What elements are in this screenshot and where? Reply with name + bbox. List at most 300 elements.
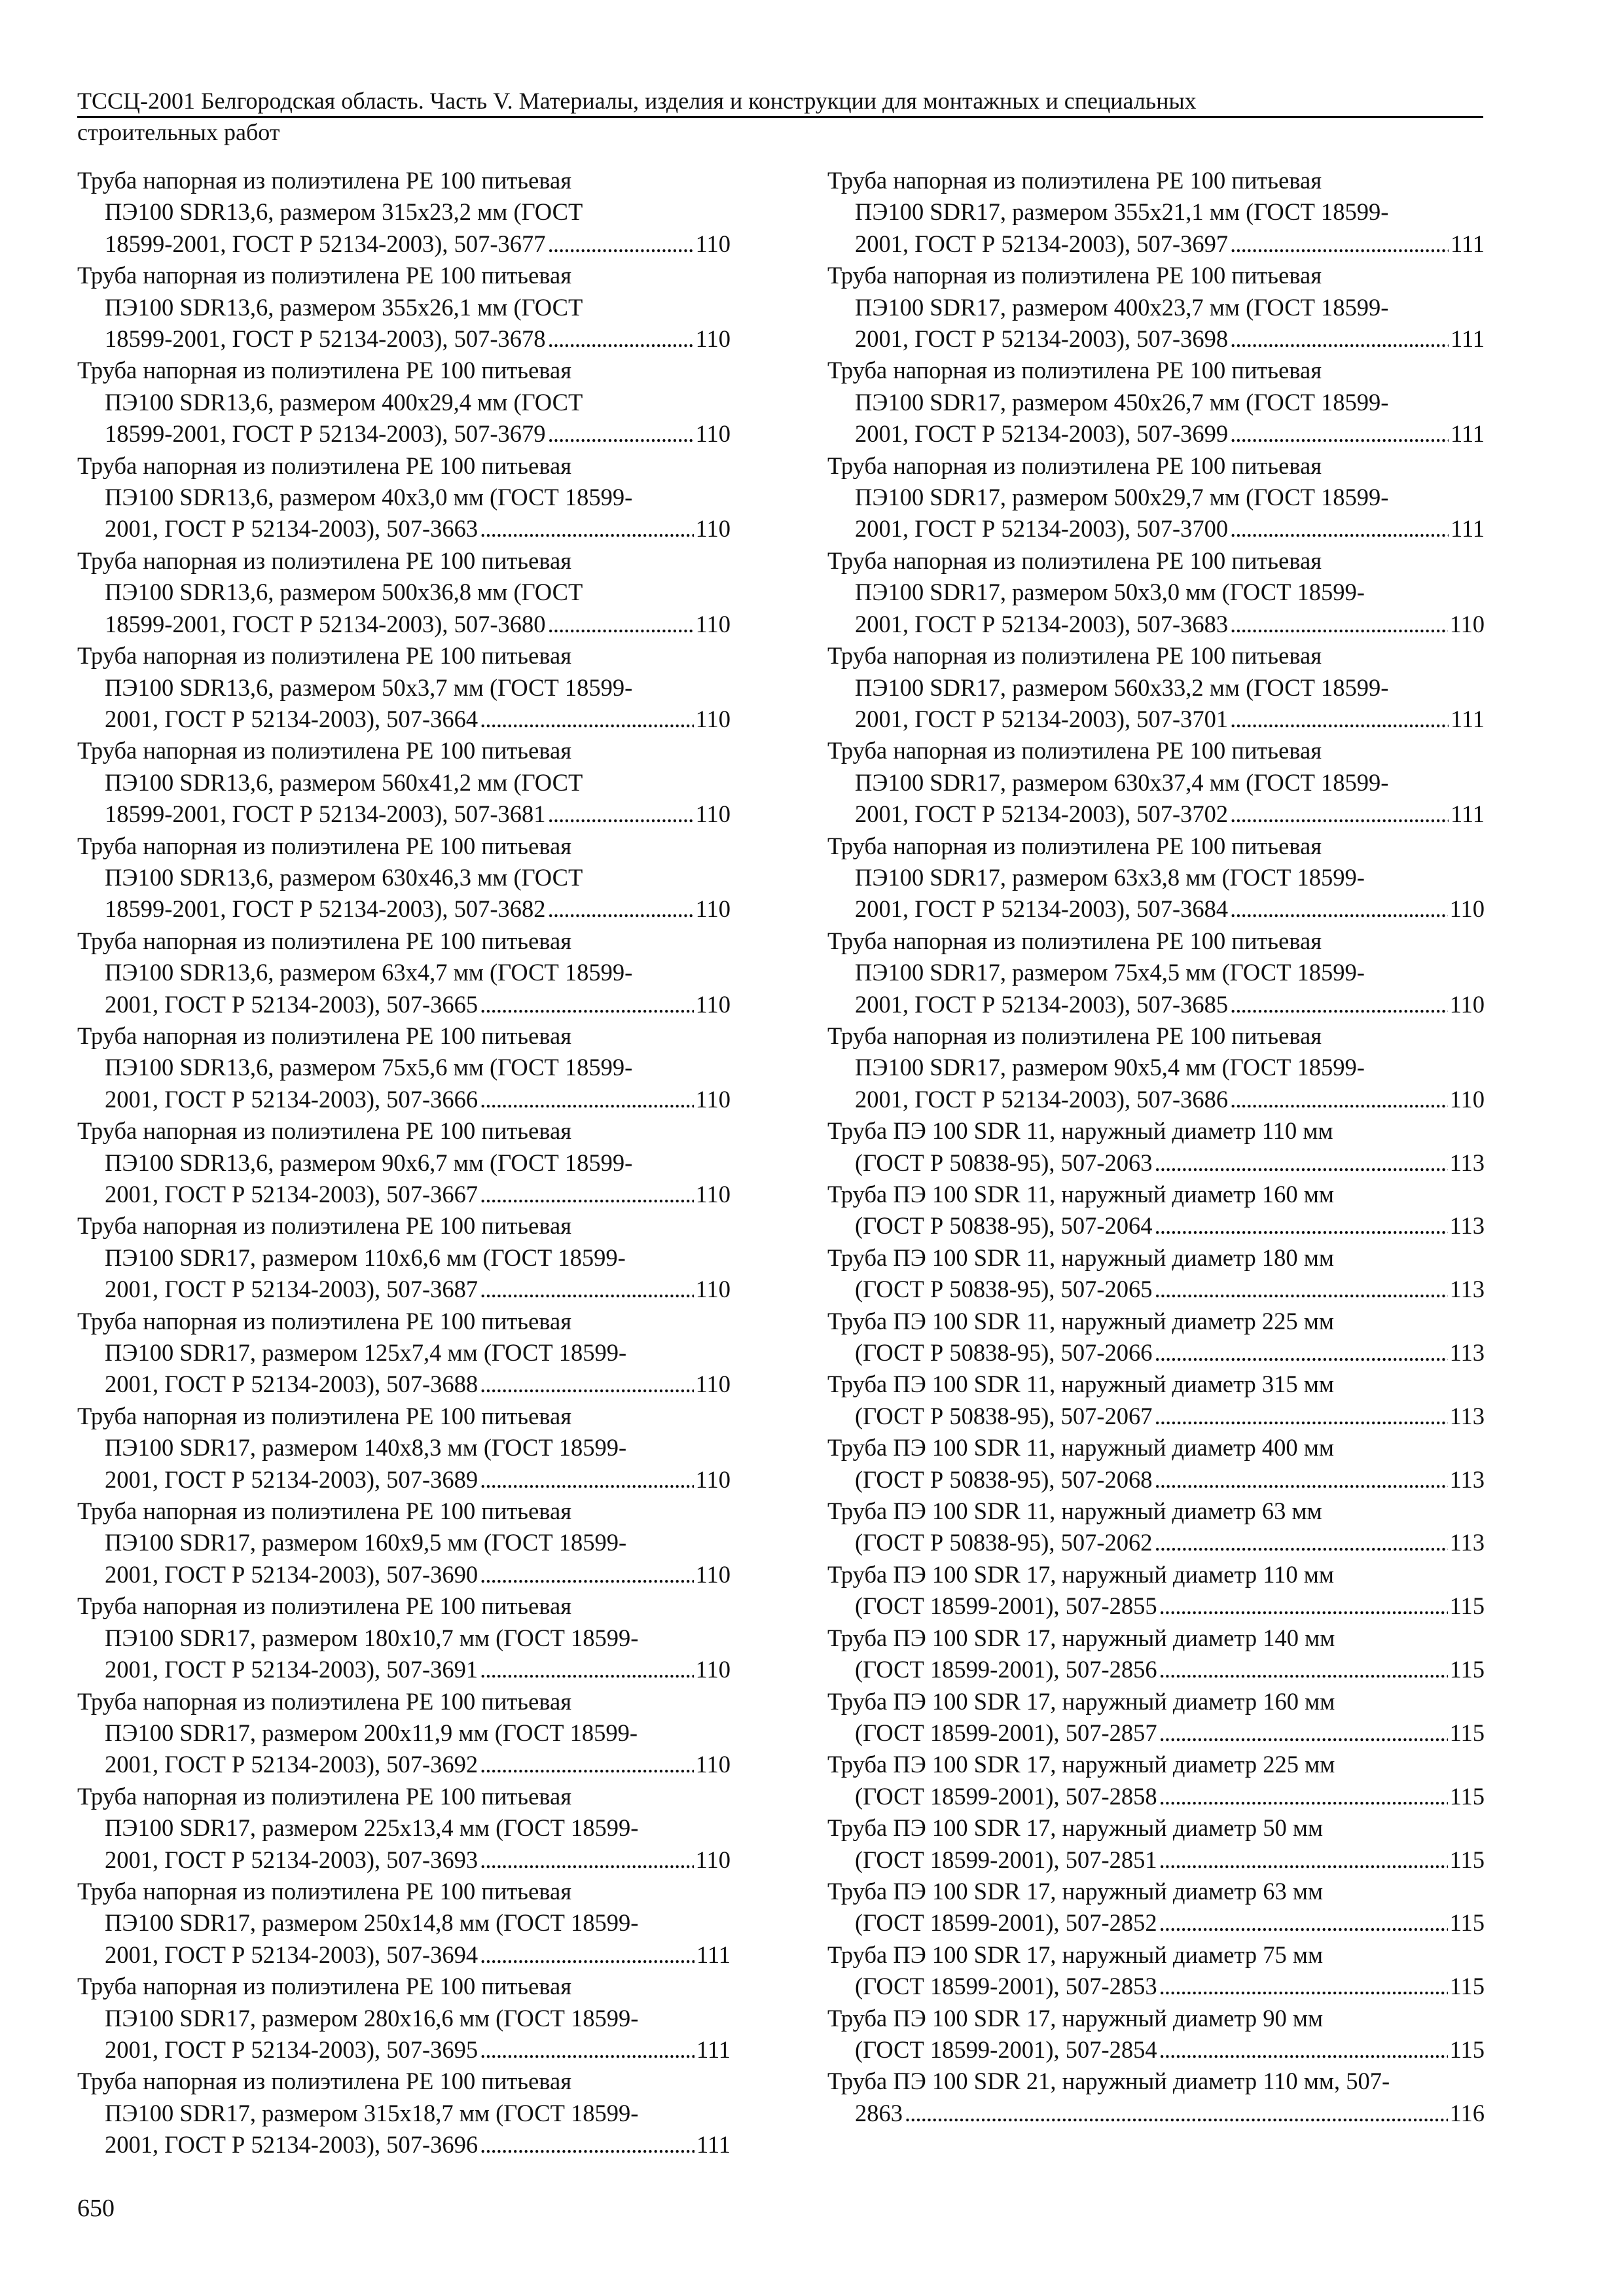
dot-leader (1159, 1654, 1448, 1685)
header-rule (77, 116, 1483, 118)
dot-leader (548, 893, 694, 925)
index-entry-last-line (77, 1749, 731, 1780)
index-entry-line: (ГОСТ Р 50838-95), 507-2068 (855, 1465, 1153, 1493)
index-entry (827, 1306, 1485, 1369)
index-entry-line: Труба напорная из полиэтилена PE 100 питьевая (77, 452, 572, 479)
index-entry-line: Труба ПЭ 100 SDR 11, наружный диаметр 110 мм (827, 1117, 1333, 1145)
index-entry (827, 1115, 1485, 1179)
dot-leader (480, 1274, 693, 1305)
dot-leader (480, 989, 693, 1020)
index-entry-page: 115 (1449, 2036, 1485, 2063)
index-entry (77, 1971, 731, 2066)
index-entry-last-line (77, 1844, 731, 1876)
index-entry-page: 110 (1449, 895, 1485, 923)
index-entry-last-line (77, 1179, 731, 1210)
index-entry-last-line (827, 1274, 1485, 1305)
dot-leader (480, 1939, 695, 1971)
index-entry-last-line (827, 1971, 1485, 2002)
dot-leader (1230, 989, 1447, 1020)
index-entry-page: 110 (695, 705, 731, 732)
index-entry-line: ПЭ100 SDR17, размером 200х11,9 мм (ГОСТ 18599- (105, 1719, 638, 1746)
index-entry-line: ПЭ100 SDR17, размером 160х9,5 мм (ГОСТ 18599- (105, 1529, 627, 1556)
index-entry-last-line (77, 1274, 731, 1305)
index-entry-line: ПЭ100 SDR13,6, размером 560х41,2 мм (ГОСТ (105, 768, 583, 796)
index-entry-line: ПЭ100 SDR13,6, размером 75х5,6 мм (ГОСТ 18599- (105, 1054, 633, 1081)
dot-leader (1230, 323, 1449, 355)
index-entry-line: Труба напорная из полиэтилена PE 100 питьевая (77, 927, 572, 954)
index-entry-line: 2001, ГОСТ Р 52134-2003), 507-3685 (855, 990, 1229, 1018)
index-entry-line: Труба ПЭ 100 SDR 11, наружный диаметр 160 мм (827, 1181, 1334, 1208)
index-entry-line: Труба напорная из полиэтилена PE 100 питьевая (77, 1117, 572, 1145)
index-entry-line: Труба ПЭ 100 SDR 21, наружный диаметр 110 мм, 507- (827, 2068, 1390, 2095)
index-entry-line: ПЭ100 SDR13,6, размером 355х26,1 мм (ГОСТ (105, 293, 583, 321)
dot-leader (1230, 513, 1449, 545)
dot-leader (480, 1464, 693, 1496)
index-entry-last-line (827, 1464, 1485, 1496)
index-entry-line: Труба напорная из полиэтилена PE 100 питьевая (827, 357, 1322, 384)
index-entry-page: 110 (695, 1181, 731, 1208)
index-entry-line: Труба напорная из полиэтилена PE 100 питьевая (77, 167, 572, 194)
index-entry-last-line (827, 1590, 1485, 1622)
index-entry-line: (ГОСТ 18599-2001), 507-2852 (855, 1909, 1157, 1937)
dot-leader (548, 323, 694, 355)
index-entry-line: ПЭ100 SDR17, размером 630х37,4 мм (ГОСТ 18599- (855, 768, 1389, 796)
index-entry-page: 110 (695, 1276, 731, 1303)
index-entry (77, 735, 731, 830)
index-entry-line: (ГОСТ 18599-2001), 507-2856 (855, 1656, 1157, 1683)
index-entry-last-line (77, 1559, 731, 1590)
dot-leader (1159, 1907, 1448, 1939)
index-entry-line: 2001, ГОСТ Р 52134-2003), 507-3698 (855, 325, 1229, 353)
index-entry-last-line (77, 2034, 731, 2066)
index-entry-last-line (827, 1401, 1485, 1432)
index-entry (827, 1242, 1485, 1306)
dot-leader (1155, 1527, 1448, 1558)
running-header-line-2: строительных работ (77, 119, 280, 145)
index-entry-page: 115 (1449, 1846, 1485, 1873)
index-entry-line: Труба ПЭ 100 SDR 11, наружный диаметр 315 мм (827, 1371, 1334, 1398)
dot-leader (480, 704, 693, 735)
index-entry-last-line (77, 513, 731, 545)
dot-leader (548, 609, 694, 640)
index-entry-last-line (827, 893, 1485, 925)
index-entry-line: Труба напорная из полиэтилена PE 100 питьевая (77, 1782, 572, 1810)
index-entry-last-line (77, 1369, 731, 1400)
index-entry-last-line (827, 1337, 1485, 1369)
index-entry-line: ПЭ100 SDR17, размером 50х3,0 мм (ГОСТ 18599- (855, 579, 1365, 606)
index-entry-line: 2001, ГОСТ Р 52134-2003), 507-3663 (105, 515, 478, 543)
index-entry-line: Труба напорная из полиэтилена PE 100 питьевая (827, 547, 1322, 574)
index-entry-line: Труба напорная из полиэтилена PE 100 питьевая (827, 1022, 1322, 1049)
index-entry-line: Труба ПЭ 100 SDR 11, наружный диаметр 63 мм (827, 1498, 1322, 1525)
index-entry (827, 1812, 1485, 1876)
index-entry-line: Труба напорная из полиэтилена PE 100 питьевая (77, 1687, 572, 1715)
index-entry-last-line (77, 1464, 731, 1496)
index-entry-line: Труба напорная из полиэтилена PE 100 питьевая (77, 1973, 572, 2000)
index-entry-line: Труба ПЭ 100 SDR 17, наружный диаметр 63 мм (827, 1877, 1324, 1905)
index-entry-line: 2001, ГОСТ Р 52134-2003), 507-3687 (105, 1276, 478, 1303)
index-entry-last-line (77, 609, 731, 640)
index-entry-line: Труба напорная из полиэтилена PE 100 питьевая (827, 832, 1322, 859)
index-entry-last-line (827, 989, 1485, 1020)
index-entry (77, 831, 731, 925)
index-entry-line: Труба напорная из полиэтилена PE 100 питьевая (77, 1212, 572, 1240)
index-entry (77, 355, 731, 450)
index-entry-line: Труба ПЭ 100 SDR 17, наружный диаметр 110 мм (827, 1560, 1334, 1588)
index-entry-line: 2001, ГОСТ Р 52134-2003), 507-3699 (855, 420, 1229, 448)
index-entry-last-line (827, 2098, 1485, 2129)
index-entry-page: 115 (1449, 1719, 1485, 1746)
index-entry-page: 110 (695, 1751, 731, 1778)
index-entry (827, 260, 1485, 355)
index-entry-page: 110 (695, 895, 731, 923)
index-entry (827, 925, 1485, 1020)
index-entry-last-line (827, 513, 1485, 545)
index-entry-line: (ГОСТ 18599-2001), 507-2855 (855, 1592, 1157, 1620)
index-entry-line: Труба ПЭ 100 SDR 11, наружный диаметр 400 мм (827, 1434, 1334, 1462)
dot-leader (1159, 1590, 1448, 1622)
index-entry (827, 1432, 1485, 1496)
index-entry-line: ПЭ100 SDR17, размером 250х14,8 мм (ГОСТ 18599- (105, 1909, 639, 1937)
index-entry-page: 113 (1449, 1465, 1485, 1493)
index-entry-page: 110 (1449, 1085, 1485, 1113)
index-entry-line: Труба напорная из полиэтилена PE 100 питьевая (77, 357, 572, 384)
index-entry-line: 2001, ГОСТ Р 52134-2003), 507-3666 (105, 1085, 478, 1113)
index-entry-line: ПЭ100 SDR13,6, размером 50х3,7 мм (ГОСТ 18599- (105, 673, 633, 701)
index-entry-line: 2001, ГОСТ Р 52134-2003), 507-3701 (855, 705, 1229, 732)
index-entry-line: ПЭ100 SDR13,6, размером 400х29,4 мм (ГОСТ (105, 388, 583, 416)
index-entry (827, 1623, 1485, 1686)
index-entry-page: 113 (1449, 1402, 1485, 1429)
index-entry-page: 115 (1449, 1782, 1485, 1810)
index-entry-last-line (827, 1147, 1485, 1179)
index-entry-line: ПЭ100 SDR17, размером 450х26,7 мм (ГОСТ 18599- (855, 388, 1389, 416)
index-entry-last-line (77, 704, 731, 735)
index-entry (827, 1020, 1485, 1115)
index-entry (827, 165, 1485, 260)
dot-leader (1159, 2034, 1448, 2066)
dot-leader (480, 2129, 695, 2161)
index-entry-line: Труба напорная из полиэтилена PE 100 питьевая (77, 2068, 572, 2095)
index-entry-line: 2001, ГОСТ Р 52134-2003), 507-3696 (105, 2131, 478, 2159)
index-entry-line: ПЭ100 SDR13,6, размером 40х3,0 мм (ГОСТ 18599- (105, 484, 633, 511)
index-entry (827, 640, 1485, 735)
index-entry-line: ПЭ100 SDR17, размером 315х18,7 мм (ГОСТ 18599- (105, 2099, 639, 2126)
index-entry-page: 111 (1450, 800, 1485, 828)
index-entry (827, 1496, 1485, 1559)
dot-leader (480, 1084, 693, 1115)
index-entry-line: (ГОСТ Р 50838-95), 507-2064 (855, 1212, 1153, 1240)
index-entry-last-line (827, 323, 1485, 355)
index-entry (77, 260, 731, 355)
dot-leader (480, 2034, 695, 2066)
index-entry-line: ПЭ100 SDR17, размером 400х23,7 мм (ГОСТ 18599- (855, 293, 1389, 321)
index-entry-last-line (827, 1717, 1485, 1749)
index-entry-line: (ГОСТ 18599-2001), 507-2851 (855, 1846, 1157, 1873)
index-entry-line: 2001, ГОСТ Р 52134-2003), 507-3664 (105, 705, 478, 732)
index-entry-last-line (827, 609, 1485, 640)
index-column-left (77, 165, 731, 2161)
index-entry-page: 110 (695, 1656, 731, 1683)
index-entry-page: 111 (1450, 705, 1485, 732)
dot-leader (480, 1369, 693, 1400)
index-entry-line: ПЭ100 SDR17, размером 140х8,3 мм (ГОСТ 18599- (105, 1434, 627, 1462)
index-entry (827, 1876, 1485, 1939)
index-entry (827, 735, 1485, 830)
index-entry-last-line (827, 704, 1485, 735)
index-entry (77, 640, 731, 735)
index-entry (77, 545, 731, 640)
index-entry-line: ПЭ100 SDR17, размером 63х3,8 мм (ГОСТ 18599- (855, 863, 1365, 891)
dot-leader (1159, 1971, 1448, 2002)
index-entry (77, 450, 731, 545)
index-entry-line: 2001, ГОСТ Р 52134-2003), 507-3665 (105, 990, 478, 1018)
index-entry-page: 115 (1449, 1909, 1485, 1937)
index-entry-line: (ГОСТ 18599-2001), 507-2853 (855, 1973, 1157, 2000)
index-entry-page: 110 (695, 800, 731, 828)
dot-leader (1230, 798, 1449, 830)
index-entry-line: ПЭ100 SDR17, размером 180х10,7 мм (ГОСТ 18599- (105, 1624, 639, 1651)
index-entry-last-line (827, 418, 1485, 450)
index-entry-line: ПЭ100 SDR13,6, размером 315х23,2 мм (ГОСТ (105, 198, 583, 226)
index-entry-last-line (77, 2129, 731, 2161)
dot-leader (480, 1179, 693, 1210)
dot-leader (1155, 1274, 1448, 1305)
index-entry-page: 110 (695, 1371, 731, 1398)
index-entry-line: 2001, ГОСТ Р 52134-2003), 507-3697 (855, 230, 1229, 257)
index-entry-line: (ГОСТ Р 50838-95), 507-2062 (855, 1529, 1153, 1556)
dot-leader (1230, 893, 1447, 925)
index-entry-page: 111 (1450, 515, 1485, 543)
index-entry-line: 18599-2001, ГОСТ Р 52134-2003), 507-3681 (105, 800, 546, 828)
index-entry-last-line (827, 2034, 1485, 2066)
index-entry-line: 2001, ГОСТ Р 52134-2003), 507-3700 (855, 515, 1229, 543)
dot-leader (1230, 228, 1449, 260)
index-entry-line: 18599-2001, ГОСТ Р 52134-2003), 507-3680 (105, 610, 546, 637)
index-entry-last-line (827, 1844, 1485, 1876)
index-entry-line: ПЭ100 SDR17, размером 225х13,4 мм (ГОСТ 18599- (105, 1814, 639, 1842)
index-entry-line: 2001, ГОСТ Р 52134-2003), 507-3695 (105, 2036, 478, 2063)
index-entry-line: Труба напорная из полиэтилена PE 100 питьевая (77, 1402, 572, 1429)
index-entry (827, 1559, 1485, 1623)
index-entry-line: ПЭ100 SDR17, размером 110х6,6 мм (ГОСТ 18599- (105, 1244, 626, 1271)
index-entry-line: 2001, ГОСТ Р 52134-2003), 507-3692 (105, 1751, 478, 1778)
index-entry-line: ПЭ100 SDR17, размером 560х33,2 мм (ГОСТ 18599- (855, 673, 1389, 701)
index-entry-last-line (827, 1210, 1485, 1242)
index-entry (77, 1590, 731, 1685)
index-entry-line: Труба ПЭ 100 SDR 17, наружный диаметр 90 мм (827, 2004, 1324, 2032)
index-entry (77, 1306, 731, 1401)
index-entry-page: 110 (695, 515, 731, 543)
index-entry-page: 110 (695, 990, 731, 1018)
index-entry-page: 113 (1449, 1276, 1485, 1303)
index-entry-last-line (827, 228, 1485, 260)
index-entry-page: 111 (696, 2131, 731, 2159)
index-entry-page: 111 (1450, 420, 1485, 448)
dot-leader (1155, 1401, 1448, 1432)
index-entry-line: Труба ПЭ 100 SDR 17, наружный диаметр 75 мм (827, 1941, 1324, 1968)
index-entry (77, 1115, 731, 1210)
index-entry-line: ПЭ100 SDR17, размером 125х7,4 мм (ГОСТ 18599- (105, 1339, 627, 1367)
index-entry (77, 1686, 731, 1781)
index-entry-line: ПЭ100 SDR17, размером 355х21,1 мм (ГОСТ 18599- (855, 198, 1389, 226)
index-entry-page: 111 (1450, 230, 1485, 257)
dot-leader (1155, 1464, 1448, 1496)
dot-leader (1155, 1210, 1448, 1242)
index-entry-line: (ГОСТ 18599-2001), 507-2854 (855, 2036, 1157, 2063)
index-entry-line: ПЭ100 SDR13,6, размером 500х36,8 мм (ГОСТ (105, 579, 583, 606)
index-entry (77, 1401, 731, 1496)
index-entry-page: 110 (695, 1085, 731, 1113)
index-entry-page: 113 (1449, 1149, 1485, 1176)
index-entry-line: ПЭ100 SDR17, размером 500х29,7 мм (ГОСТ 18599- (855, 484, 1389, 511)
index-entry-page: 111 (696, 1941, 731, 1968)
index-entry-last-line (827, 1781, 1485, 1812)
page-number: 650 (77, 2195, 115, 2222)
index-entry-line: ПЭ100 SDR13,6, размером 90х6,7 мм (ГОСТ 18599- (105, 1149, 633, 1176)
index-entry-page: 110 (695, 1846, 731, 1873)
dot-leader (480, 513, 693, 545)
index-entry-line: Труба напорная из полиэтилена PE 100 питьевая (827, 452, 1322, 479)
dot-leader (480, 1654, 693, 1685)
index-entry-page: 111 (696, 2036, 731, 2063)
index-entry-page: 116 (1449, 2099, 1485, 2126)
index-entry-line: Труба напорная из полиэтилена PE 100 питьевая (77, 262, 572, 289)
index-entry-last-line (77, 798, 731, 830)
index-entry-line: (ГОСТ Р 50838-95), 507-2065 (855, 1276, 1153, 1303)
index-entry (827, 450, 1485, 545)
index-entry-page: 110 (1449, 610, 1485, 637)
index-entry-line: 2001, ГОСТ Р 52134-2003), 507-3690 (105, 1560, 478, 1588)
index-entry-last-line (77, 1939, 731, 1971)
index-entry-page: 113 (1449, 1529, 1485, 1556)
dot-leader (480, 1844, 693, 1876)
dot-leader (905, 2098, 1448, 2129)
index-entry-page: 113 (1449, 1212, 1485, 1240)
dot-leader (480, 1559, 693, 1590)
index-entry-line: 18599-2001, ГОСТ Р 52134-2003), 507-3679 (105, 420, 546, 448)
index-entry-line: 2001, ГОСТ Р 52134-2003), 507-3688 (105, 1371, 478, 1398)
index-entry-page: 113 (1449, 1339, 1485, 1367)
index-entry-line: 2001, ГОСТ Р 52134-2003), 507-3686 (855, 1085, 1229, 1113)
index-entry-line: Труба ПЭ 100 SDR 11, наружный диаметр 180 мм (827, 1244, 1334, 1271)
index-entry-line: (ГОСТ Р 50838-95), 507-2063 (855, 1149, 1153, 1176)
index-entry-line: Труба напорная из полиэтилена PE 100 питьевая (77, 547, 572, 574)
index-entry-page: 110 (695, 420, 731, 448)
dot-leader (480, 1749, 693, 1780)
index-entry-last-line (77, 989, 731, 1020)
index-entry (77, 165, 731, 260)
running-header-line-1: ТССЦ-2001 Белгородская область. Часть V. Материалы, изделия и конструкции для монтажных и специальных (77, 88, 1197, 114)
dot-leader (548, 418, 694, 450)
index-entry-last-line (827, 1907, 1485, 1939)
index-entry-last-line (77, 418, 731, 450)
index-entry (827, 1179, 1485, 1242)
index-entry-page: 110 (695, 1465, 731, 1493)
index-entry (827, 1369, 1485, 1432)
index-entry-line: 2001, ГОСТ Р 52134-2003), 507-3694 (105, 1941, 478, 1968)
index-entry-last-line (827, 1527, 1485, 1558)
index-entry-line: 2001, ГОСТ Р 52134-2003), 507-3691 (105, 1656, 478, 1683)
dot-leader (1155, 1337, 1448, 1369)
index-entry-last-line (827, 798, 1485, 830)
index-entry-last-line (827, 1084, 1485, 1115)
dot-leader (1230, 609, 1447, 640)
index-entry (77, 1781, 731, 1876)
index-entry-line: 2001, ГОСТ Р 52134-2003), 507-3667 (105, 1181, 478, 1208)
index-entry (77, 2066, 731, 2161)
dot-leader (548, 798, 694, 830)
dot-leader (1159, 1717, 1448, 1749)
index-entry-page: 110 (695, 325, 731, 353)
index-entry-last-line (77, 323, 731, 355)
index-entry-line: (ГОСТ Р 50838-95), 507-2066 (855, 1339, 1153, 1367)
index-entry-line: ПЭ100 SDR13,6, размером 630х46,3 мм (ГОСТ (105, 863, 583, 891)
index-entry (77, 1876, 731, 1971)
index-entry (827, 1686, 1485, 1749)
index-entry-line: 2001, ГОСТ Р 52134-2003), 507-3693 (105, 1846, 478, 1873)
index-entry (827, 2003, 1485, 2066)
index-entry-line: Труба напорная из полиэтилена PE 100 питьевая (77, 832, 572, 859)
index-entry-line: Труба напорная из полиэтилена PE 100 питьевая (827, 927, 1322, 954)
index-entry-line: ПЭ100 SDR17, размером 75х4,5 мм (ГОСТ 18599- (855, 959, 1365, 986)
index-entry (827, 1749, 1485, 1812)
index-entry-line: Труба ПЭ 100 SDR 17, наружный диаметр 140 мм (827, 1624, 1335, 1651)
index-entry-last-line (827, 1654, 1485, 1685)
index-entry (77, 1496, 731, 1590)
index-entry-line: ПЭ100 SDR17, размером 280х16,6 мм (ГОСТ 18599- (105, 2004, 639, 2032)
index-entry-line: Труба ПЭ 100 SDR 17, наружный диаметр 160 мм (827, 1687, 1335, 1715)
index-column-right (827, 165, 1485, 2129)
index-entry-line: Труба напорная из полиэтилена PE 100 питьевая (77, 642, 572, 670)
index-entry-line: 2863 (855, 2099, 903, 2126)
index-entry-line: Труба ПЭ 100 SDR 17, наружный диаметр 225 мм (827, 1751, 1335, 1778)
index-entry-line: Труба напорная из полиэтилена PE 100 питьевая (77, 1022, 572, 1049)
index-entry (827, 1939, 1485, 2003)
index-entry-page: 111 (1450, 325, 1485, 353)
index-entry (77, 1020, 731, 1115)
index-entry-line: (ГОСТ Р 50838-95), 507-2067 (855, 1402, 1153, 1429)
index-entry-line: Труба напорная из полиэтилена PE 100 питьевая (827, 167, 1322, 194)
index-entry-page: 115 (1449, 1973, 1485, 2000)
index-entry-line: Труба напорная из полиэтилена PE 100 питьевая (77, 1498, 572, 1525)
index-entry-line: Труба напорная из полиэтилена PE 100 питьевая (827, 642, 1322, 670)
index-entry (77, 1210, 731, 1305)
index-entry-page: 110 (695, 230, 731, 257)
index-entry-line: Труба напорная из полиэтилена PE 100 питьевая (827, 262, 1322, 289)
index-entry-page: 110 (695, 1560, 731, 1588)
index-entry-line: 2001, ГОСТ Р 52134-2003), 507-3689 (105, 1465, 478, 1493)
index-entry-page: 115 (1449, 1656, 1485, 1683)
index-entry-line: 2001, ГОСТ Р 52134-2003), 507-3702 (855, 800, 1229, 828)
index-entry-line: Труба ПЭ 100 SDR 11, наружный диаметр 225 мм (827, 1307, 1334, 1335)
index-entry-line: Труба напорная из полиэтилена PE 100 питьевая (77, 1877, 572, 1905)
index-entry-line: 2001, ГОСТ Р 52134-2003), 507-3683 (855, 610, 1229, 637)
index-entry-last-line (77, 228, 731, 260)
index-entry-line: 18599-2001, ГОСТ Р 52134-2003), 507-3677 (105, 230, 546, 257)
index-entry (827, 831, 1485, 925)
index-entry-last-line (77, 1084, 731, 1115)
index-entry-last-line (77, 893, 731, 925)
index-entry-line: Труба ПЭ 100 SDR 17, наружный диаметр 50 мм (827, 1814, 1324, 1842)
index-entry-line: 18599-2001, ГОСТ Р 52134-2003), 507-3682 (105, 895, 546, 923)
dot-leader (1230, 1084, 1447, 1115)
dot-leader (1155, 1147, 1448, 1179)
index-entry (827, 355, 1485, 450)
index-entry-line: (ГОСТ 18599-2001), 507-2857 (855, 1719, 1157, 1746)
index-entry (827, 545, 1485, 640)
index-entry-page: 110 (695, 610, 731, 637)
